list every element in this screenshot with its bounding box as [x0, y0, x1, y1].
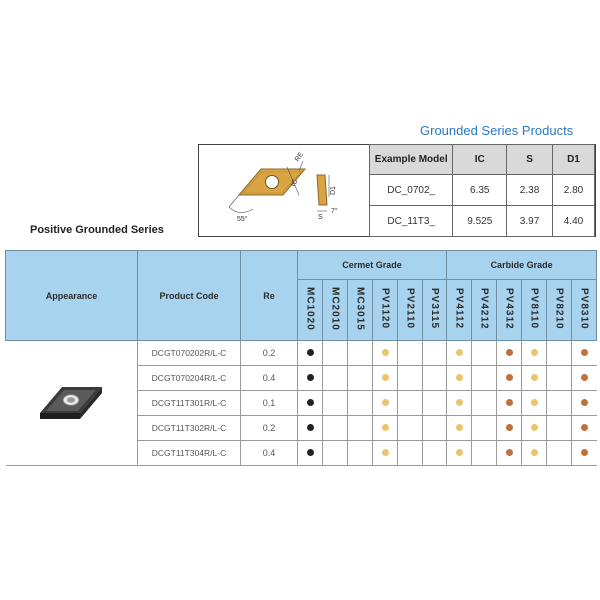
grade-label: PV8310	[578, 288, 590, 330]
grade-cell	[522, 391, 547, 416]
grade-header	[373, 280, 398, 341]
grade-cell	[572, 366, 597, 391]
availability-dot	[456, 424, 463, 431]
grade-cell	[547, 341, 572, 366]
product-code: DCGT11T301R/L-C	[138, 391, 241, 416]
spec-cell: DC_0702_	[370, 175, 453, 206]
grade-table	[5, 250, 597, 466]
grade-label: PV8110	[528, 288, 540, 330]
grade-header	[572, 280, 597, 341]
d1-label: D1	[330, 186, 337, 195]
availability-dot	[506, 424, 513, 431]
grade-label: PV2110	[404, 288, 416, 330]
grade-label: PV4112	[453, 288, 465, 330]
grade-label: MC1020	[304, 287, 316, 331]
availability-dot	[506, 349, 513, 356]
grade-cell	[348, 416, 373, 441]
grade-cell	[522, 341, 547, 366]
angle-label: 55°	[237, 216, 248, 223]
grade-cell	[348, 391, 373, 416]
insert-side-view	[317, 175, 327, 205]
grade-cell	[472, 341, 497, 366]
grade-cell	[497, 341, 522, 366]
availability-dot	[307, 449, 314, 456]
availability-dot	[307, 374, 314, 381]
grade-cell	[373, 366, 398, 391]
grade-header	[323, 280, 348, 341]
spec-cell: 6.35	[453, 175, 507, 206]
relief-label: 7°	[331, 208, 338, 215]
spec-row	[370, 175, 595, 206]
re-value: 0.4	[241, 366, 298, 391]
grade-cell	[373, 341, 398, 366]
grade-cell	[398, 441, 423, 466]
insert-image	[36, 379, 106, 425]
availability-dot	[382, 349, 389, 356]
product-code: DCGT11T302R/L-C	[138, 416, 241, 441]
product-code: DCGT11T304R/L-C	[138, 441, 241, 466]
availability-dot	[382, 424, 389, 431]
re-value: 0.1	[241, 391, 298, 416]
header-carbide-grade: Carbide Grade	[447, 251, 597, 280]
grade-label: PV3115	[429, 288, 441, 330]
grade-cell	[323, 341, 348, 366]
grade-cell	[572, 416, 597, 441]
re-value: 0.2	[241, 416, 298, 441]
grade-cell	[472, 416, 497, 441]
grade-cell	[497, 441, 522, 466]
spec-header-model: Example Model	[370, 145, 453, 175]
grade-header	[472, 280, 497, 341]
availability-dot	[307, 399, 314, 406]
grade-cell	[373, 391, 398, 416]
header-product-code: Product Code	[138, 251, 241, 341]
spec-table	[369, 144, 595, 237]
spec-cell: 2.80	[552, 175, 594, 206]
insert-hole	[266, 176, 279, 189]
grade-cell	[522, 416, 547, 441]
availability-dot	[531, 374, 538, 381]
availability-dot	[382, 449, 389, 456]
re-label: RE	[293, 151, 306, 164]
grade-cell	[447, 366, 472, 391]
ic-label: IC	[290, 178, 300, 188]
grade-cell	[547, 391, 572, 416]
grade-cell	[423, 366, 447, 391]
grade-header	[547, 280, 572, 341]
grade-header	[398, 280, 423, 341]
spec-cell: 9.525	[453, 206, 507, 237]
grade-cell	[323, 441, 348, 466]
availability-dot	[531, 349, 538, 356]
grade-cell	[447, 441, 472, 466]
availability-dot	[506, 449, 513, 456]
grade-label: PV1120	[379, 288, 391, 330]
availability-dot	[506, 399, 513, 406]
availability-dot	[307, 424, 314, 431]
grade-header	[298, 280, 323, 341]
grade-cell	[298, 391, 323, 416]
spec-header-s: S	[507, 145, 553, 175]
grade-cell	[547, 441, 572, 466]
insert-diagram	[199, 145, 369, 236]
grade-cell	[348, 441, 373, 466]
availability-dot	[307, 349, 314, 356]
grade-cell	[497, 416, 522, 441]
spec-header-d1: D1	[552, 145, 594, 175]
spec-panel	[198, 144, 596, 237]
grade-cell	[398, 341, 423, 366]
grade-cell	[323, 391, 348, 416]
grade-cell	[423, 441, 447, 466]
grade-cell	[423, 416, 447, 441]
grade-cell	[398, 416, 423, 441]
grade-cell	[398, 366, 423, 391]
s-label: S	[318, 214, 323, 221]
grade-cell	[447, 416, 472, 441]
availability-dot	[581, 449, 588, 456]
grade-label: PV4212	[478, 288, 490, 330]
spec-header-ic: IC	[453, 145, 507, 175]
grade-cell	[423, 391, 447, 416]
grade-cell	[447, 341, 472, 366]
availability-dot	[581, 349, 588, 356]
availability-dot	[456, 374, 463, 381]
grade-cell	[572, 341, 597, 366]
grade-cell	[472, 441, 497, 466]
grade-cell	[547, 416, 572, 441]
grade-cell	[547, 366, 572, 391]
grade-cell	[348, 366, 373, 391]
availability-dot	[581, 399, 588, 406]
grade-cell	[323, 416, 348, 441]
grade-cell	[572, 441, 597, 466]
grade-cell	[348, 341, 373, 366]
table-row	[6, 341, 597, 366]
header-cermet-grade: Cermet Grade	[298, 251, 447, 280]
grade-cell	[298, 441, 323, 466]
availability-dot	[531, 399, 538, 406]
availability-dot	[456, 349, 463, 356]
grade-cell	[323, 366, 348, 391]
grade-cell	[423, 341, 447, 366]
product-code: DCGT070204R/L-C	[138, 366, 241, 391]
spec-cell: 2.38	[507, 175, 553, 206]
availability-dot	[531, 449, 538, 456]
re-value: 0.4	[241, 441, 298, 466]
grade-cell	[522, 366, 547, 391]
grade-cell	[472, 391, 497, 416]
spec-cell: 4.40	[552, 206, 594, 237]
grade-cell	[497, 391, 522, 416]
grade-cell	[497, 366, 522, 391]
grade-cell	[522, 441, 547, 466]
grade-header	[423, 280, 447, 341]
grade-header	[447, 280, 472, 341]
availability-dot	[456, 449, 463, 456]
spec-cell: 3.97	[507, 206, 553, 237]
grade-label: MC3015	[354, 287, 366, 331]
spec-row	[370, 206, 595, 237]
product-code: DCGT070202R/L-C	[138, 341, 241, 366]
availability-dot	[456, 399, 463, 406]
availability-dot	[382, 399, 389, 406]
grade-cell	[298, 366, 323, 391]
grade-cell	[373, 416, 398, 441]
grade-header	[497, 280, 522, 341]
header-appearance: Appearance	[6, 251, 138, 341]
availability-dot	[581, 374, 588, 381]
series-title: Positive Grounded Series	[30, 224, 164, 236]
availability-dot	[581, 424, 588, 431]
spec-cell: DC_11T3_	[370, 206, 453, 237]
grade-label: PV4312	[503, 288, 515, 330]
grade-cell	[447, 391, 472, 416]
grade-cell	[472, 366, 497, 391]
grade-label: PV8210	[553, 288, 565, 330]
grade-label: MC2010	[329, 287, 341, 331]
grade-cell	[398, 391, 423, 416]
grade-cell	[298, 416, 323, 441]
header-re: Re	[241, 251, 298, 341]
section-heading: Grounded Series Products	[420, 123, 574, 138]
grade-header	[348, 280, 373, 341]
grade-cell	[373, 441, 398, 466]
appearance-cell	[6, 341, 138, 466]
grade-header	[522, 280, 547, 341]
grade-cell	[572, 391, 597, 416]
availability-dot	[382, 374, 389, 381]
re-value: 0.2	[241, 341, 298, 366]
availability-dot	[531, 424, 538, 431]
grade-cell	[298, 341, 323, 366]
availability-dot	[506, 374, 513, 381]
